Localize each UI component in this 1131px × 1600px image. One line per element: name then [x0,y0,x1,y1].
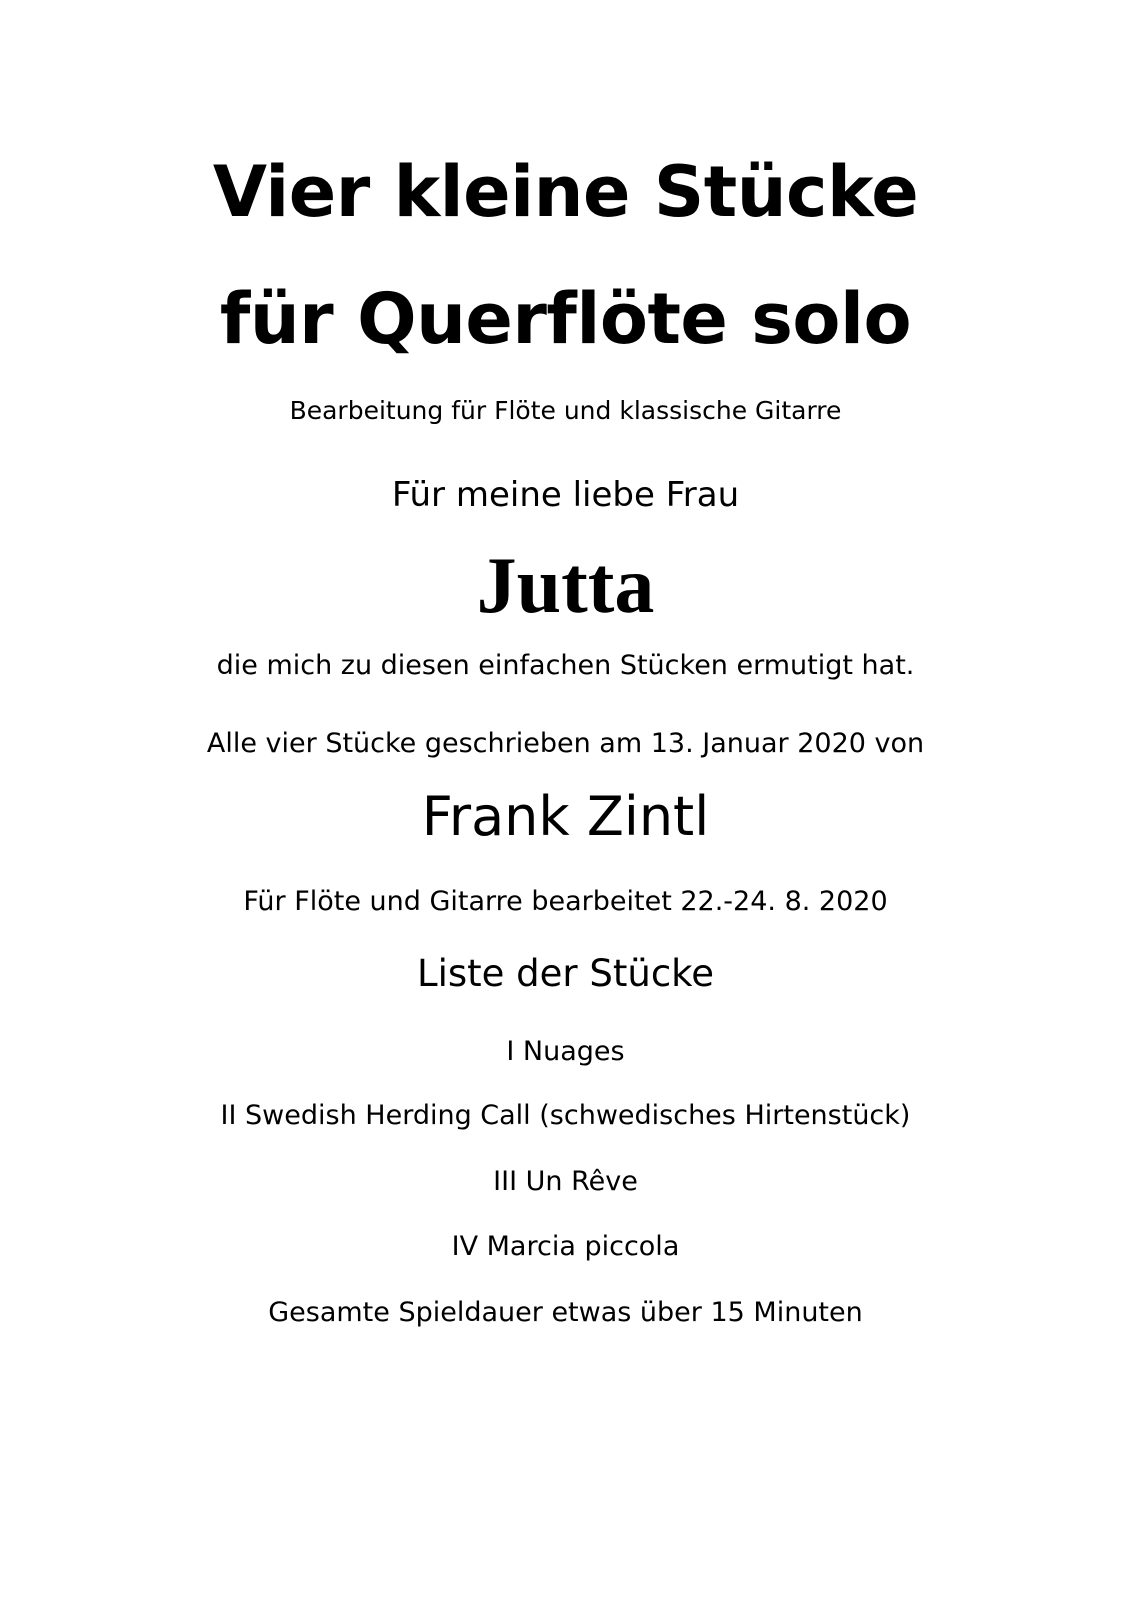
pieces-heading: Liste der Stücke [416,952,715,995]
dedication-outro: die mich zu diesen einfachen Stücken ermutigt hat. [216,650,915,681]
total-duration: Gesamte Spieldauer etwas über 15 Minuten [268,1297,863,1328]
dedication-intro: Für meine liebe Frau [391,475,740,515]
written-statement: Alle vier Stücke geschrieben am 13. Januar 2020 von [206,728,925,759]
piece-item: I Nuages [506,1036,625,1067]
piece-item: II Swedish Herding Call (schwedisches Hirtenstück) [220,1100,911,1131]
author-name: Frank Zintl [421,785,710,848]
title-line-1: Vier kleine Stücke [212,151,919,233]
dedication-name: Jutta [476,542,655,630]
piece-item: IV Marcia piccola [451,1231,680,1262]
subtitle: Bearbeitung für Flöte und klassische Gitarre [289,396,842,425]
title-line-2: für Querflöte solo [219,278,912,360]
piece-item: III Un Rêve [493,1166,638,1197]
arranged-statement: Für Flöte und Gitarre bearbeitet 22.-24. 8. 2020 [243,886,888,917]
